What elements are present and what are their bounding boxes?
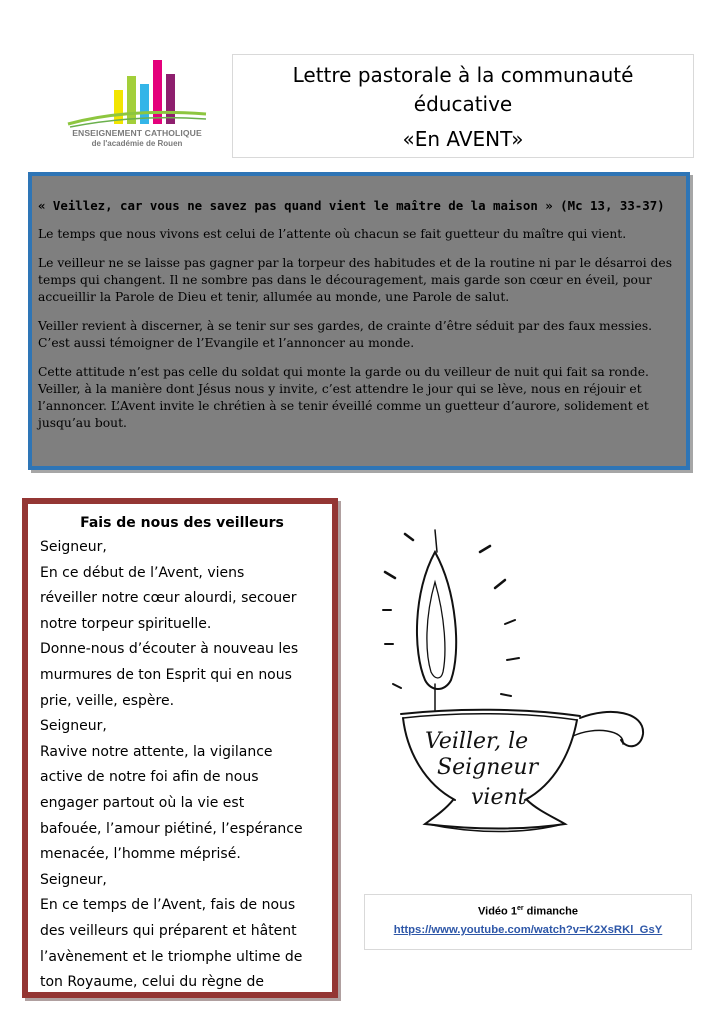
letter-title [233,61,693,119]
oil-lamp-drawing [375,522,675,842]
prayer-line: des veilleurs qui préparent et hâtent [40,922,297,939]
video-box [364,894,692,950]
prayer-line: bafouée, l’amour piétiné, l’espérance [40,820,303,837]
prayer-line: murmures de ton Esprit qui en nous [40,666,292,683]
prayer-line: En ce début de l’Avent, viens [40,564,245,581]
prayer-line: En ce temps de l’Avent, fais de nous [40,897,296,914]
prayer-line: Donne-nous d’écouter à nouveau les [40,641,299,658]
prayer-line: ton Royaume, celui du règne de [40,974,264,991]
intro-paragraph: Cette attitude n’est pas celle du soldat qui monte la garde ou du veilleur de nuit qui fait sa ronde. Veiller, à la manière dont Jésus nous y invite, c’est attendre le jour qui se lève, nous en réjouir et l’annoncer. L’Avent invite le chrétien à se tenir éveillé comme un guetteur d’aurore, solidement et jusqu’au bout. [38,365,649,430]
prayer-box [22,498,338,998]
scripture-heading: « Veillez, car vous ne savez pas quand vient le maître de la maison » (Mc 13, 33-37) [38,198,665,213]
intro-paragraph: Veiller revient à discerner, à se tenir sur ses gardes, de crainte d’être séduit par des faux messies. C’est aussi témoigner de l’Evangile et l’annoncer au monde. [38,319,653,350]
prayer-line: l’avènement et le triomphe ultime de [40,948,303,965]
logo [62,44,212,154]
lamp-caption-line2: Seigneur [437,755,539,780]
prayer-line: Seigneur, [40,871,107,888]
prayer-title: Fais de nous des veilleurs [80,515,284,531]
prayer-line: Ravive notre attente, la vigilance [40,743,273,760]
lamp-caption-line1: Veiller, le [425,729,529,754]
prayer-line: menacée, l’homme méprisé. [40,846,241,863]
intro-box [28,172,690,470]
letter-title-line2: éducative [413,92,513,116]
lamp-caption-line3: vient [471,785,527,810]
logo-org-region: de l'académie de Rouen [91,139,183,148]
prayer-line: notre torpeur spirituelle. [40,615,212,632]
prayer-line: prie, veille, espère. [40,692,175,709]
prayer-line: Seigneur, [40,718,107,735]
prayer-line: réveiller notre cœur alourdi, secouer [40,590,297,607]
logo-org-name: ENSEIGNEMENT CATHOLIQUE [72,128,202,138]
prayer-line: engager partout où la vie est [40,794,245,811]
letter-title-box [232,54,694,158]
letter-subtitle: «En AVENT» [402,127,524,151]
logo-swoosh [66,106,208,128]
prayer-line: Seigneur, [40,539,107,555]
prayer-line: active de notre foi afin de nous [40,769,259,786]
video-link[interactable]: https://www.youtube.com/watch?v=K2XsRKl_GsY [393,923,663,936]
intro-paragraph: Le veilleur ne se laisse pas gagner par la torpeur des habitudes et de la routine ni par le désarroi des temps qui changent. Il ne sombre pas dans le découragement, mais garde son cœur en éveil, pour accueillir la Parole de Dieu et tenir, allumée au monde, une Parole de salut. [38,256,673,304]
letter-title-line1: Lettre pastorale à la communauté [292,63,634,87]
intro-paragraph: Le temps que nous vivons est celui de l’attente où chacun se fait guetteur du maître qui vient. [38,227,627,241]
video-label: Vidéo 1er dimanche [478,905,578,918]
